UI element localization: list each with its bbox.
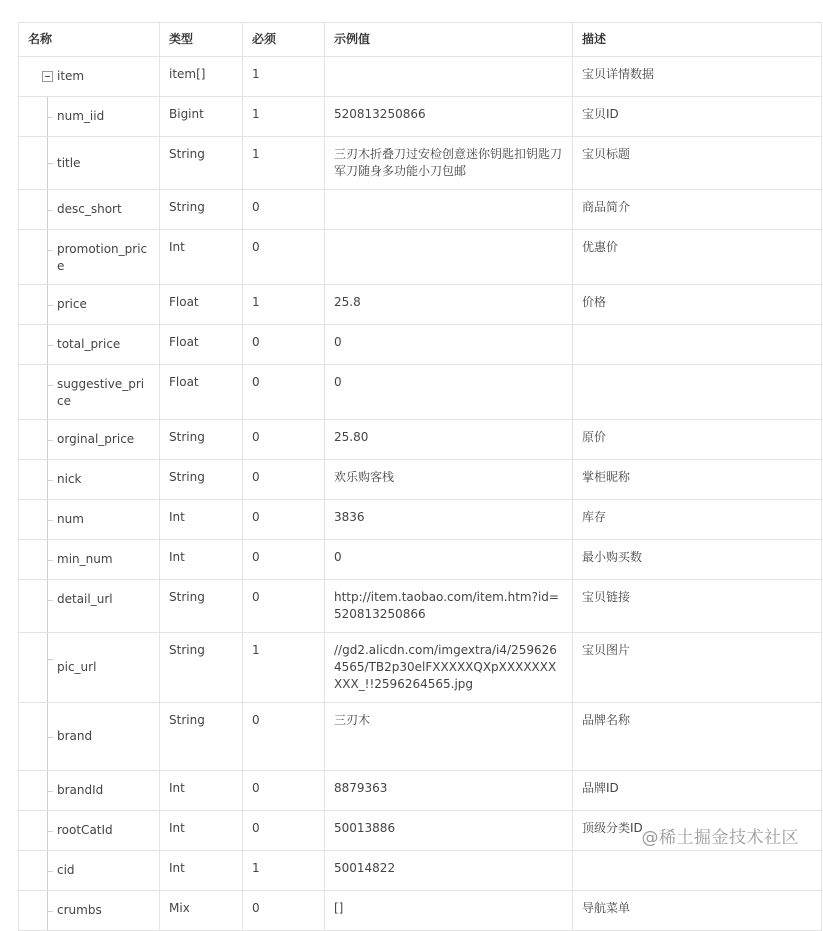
header-name: 名称 <box>19 23 160 57</box>
tree-branch <box>47 600 53 601</box>
field-description: 导航菜单 <box>573 891 822 931</box>
table-row <box>19 137 822 190</box>
field-required: 0 <box>243 771 325 811</box>
field-required: 1 <box>243 851 325 891</box>
field-required: 0 <box>243 325 325 365</box>
field-name-cell <box>19 230 160 285</box>
field-example: 三刃木折叠刀过安检创意迷你钥匙扣钥匙刀军刀随身多功能小刀包邮 <box>325 137 573 190</box>
field-description: 宝贝ID <box>573 97 822 137</box>
table-row <box>19 190 822 230</box>
field-required: 1 <box>243 285 325 325</box>
field-name-cell <box>19 97 160 137</box>
table-row <box>19 540 822 580</box>
tree-line <box>47 365 48 419</box>
field-example: 520813250866 <box>325 97 573 137</box>
root-name: item <box>57 69 85 83</box>
field-type: Int <box>160 811 243 851</box>
collapse-toggle-icon[interactable] <box>42 71 53 82</box>
field-required: 0 <box>243 420 325 460</box>
table-row <box>19 460 822 500</box>
field-type: String <box>160 460 243 500</box>
header-type: 类型 <box>160 23 243 57</box>
field-description <box>573 365 822 420</box>
tree-branch <box>47 737 53 738</box>
field-example: 0 <box>325 365 573 420</box>
field-required: 0 <box>243 891 325 931</box>
field-example: 3836 <box>325 500 573 540</box>
field-type: Float <box>160 285 243 325</box>
field-example: 25.80 <box>325 420 573 460</box>
tree-branch <box>47 385 53 386</box>
field-name: desc_short <box>57 202 122 216</box>
tree-branch <box>47 345 53 346</box>
field-name-cell <box>19 540 160 580</box>
table-row <box>19 851 822 891</box>
field-description: 掌柜昵称 <box>573 460 822 500</box>
field-name-cell <box>19 325 160 365</box>
field-type: String <box>160 137 243 190</box>
field-description: 品牌ID <box>573 771 822 811</box>
table-row <box>19 703 822 771</box>
tree-branch <box>47 520 53 521</box>
field-description: 最小购买数 <box>573 540 822 580</box>
table-row <box>19 97 822 137</box>
field-type: Int <box>160 230 243 285</box>
field-name-cell <box>19 190 160 230</box>
field-name: title <box>57 155 81 170</box>
field-type: Mix <box>160 891 243 931</box>
field-description <box>573 851 822 891</box>
root-type: item[] <box>160 57 243 97</box>
field-name: cid <box>57 863 75 877</box>
field-type: Int <box>160 771 243 811</box>
table-row <box>19 365 822 420</box>
tree-line <box>47 230 48 284</box>
field-name: min_num <box>57 552 113 566</box>
tree-branch <box>47 250 53 251</box>
watermark: @稀土掘金技术社区 <box>641 828 799 848</box>
table-row-root <box>19 57 822 97</box>
field-name: suggestive_price <box>57 377 145 408</box>
field-example: 25.8 <box>325 285 573 325</box>
table-row <box>19 891 822 931</box>
field-example: //gd2.alicdn.com/imgextra/i4/2596264565/TB2p30elFXXXXXQXpXXXXXXXXXX_!!2596264565.jpg <box>325 633 573 703</box>
field-example: [] <box>325 891 573 931</box>
field-description: 顶级分类ID <box>573 811 822 851</box>
table-row <box>19 230 822 285</box>
field-name: num_iid <box>57 109 105 123</box>
field-type: Bigint <box>160 97 243 137</box>
field-required: 0 <box>243 580 325 633</box>
tree-branch <box>47 659 53 660</box>
field-name-cell <box>19 500 160 540</box>
field-required: 0 <box>243 540 325 580</box>
field-example: 0 <box>325 325 573 365</box>
field-name: total_price <box>57 337 121 351</box>
tree-line <box>47 580 48 632</box>
table-row <box>19 580 822 633</box>
field-required: 0 <box>243 365 325 420</box>
field-required: 0 <box>243 703 325 771</box>
field-required: 1 <box>243 137 325 190</box>
field-description <box>573 325 822 365</box>
field-type: String <box>160 580 243 633</box>
field-name-cell <box>19 633 160 703</box>
field-required: 0 <box>243 811 325 851</box>
field-type: String <box>160 703 243 771</box>
field-name: pic_url <box>57 660 97 674</box>
field-type: String <box>160 633 243 703</box>
field-name: brand <box>57 729 93 743</box>
root-description: 宝贝详情数据 <box>573 57 822 97</box>
api-field-table <box>18 22 822 931</box>
field-description: 价格 <box>573 285 822 325</box>
field-example: 三刃木 <box>325 703 573 771</box>
field-name-cell <box>19 891 160 931</box>
field-type: String <box>160 420 243 460</box>
field-description: 优惠价 <box>573 230 822 285</box>
field-required: 0 <box>243 190 325 230</box>
field-required: 1 <box>243 97 325 137</box>
field-type: Int <box>160 851 243 891</box>
field-name-cell <box>19 137 160 190</box>
field-type: Int <box>160 540 243 580</box>
table-row <box>19 420 822 460</box>
field-name-cell <box>19 811 160 851</box>
field-example: 欢乐购客栈 <box>325 460 573 500</box>
field-name-cell <box>19 771 160 811</box>
field-name: rootCatId <box>57 823 113 837</box>
tree-branch <box>47 831 53 832</box>
root-example <box>325 57 573 97</box>
field-example <box>325 230 573 285</box>
header-required: 必须 <box>243 23 325 57</box>
field-required: 0 <box>243 460 325 500</box>
field-name: crumbs <box>57 903 102 917</box>
field-name-cell <box>19 580 160 633</box>
table-header-row <box>19 23 822 57</box>
field-name: price <box>57 297 87 311</box>
tree-branch <box>47 791 53 792</box>
table-row <box>19 771 822 811</box>
api-field-table-container <box>18 22 821 931</box>
field-required: 0 <box>243 230 325 285</box>
field-example: 8879363 <box>325 771 573 811</box>
field-name-cell <box>19 285 160 325</box>
tree-branch <box>47 480 53 481</box>
table-row <box>19 285 822 325</box>
field-name: detail_url <box>57 592 113 606</box>
field-name-cell <box>19 365 160 420</box>
field-example <box>325 190 573 230</box>
field-example: http://item.taobao.com/item.htm?id=520813250866 <box>325 580 573 633</box>
field-description: 宝贝标题 <box>573 137 822 190</box>
field-name: num <box>57 512 84 526</box>
field-example: 50013886 <box>325 811 573 851</box>
table-row <box>19 633 822 703</box>
tree-branch <box>47 210 53 211</box>
tree-line <box>47 633 48 702</box>
field-type: String <box>160 190 243 230</box>
field-type: Float <box>160 325 243 365</box>
field-description: 库存 <box>573 500 822 540</box>
field-name: nick <box>57 472 82 486</box>
table-row <box>19 500 822 540</box>
tree-branch <box>47 163 53 164</box>
field-description: 商品简介 <box>573 190 822 230</box>
tree-branch <box>47 117 53 118</box>
field-description: 原价 <box>573 420 822 460</box>
header-description: 描述 <box>573 23 822 57</box>
tree-branch <box>47 911 53 912</box>
field-example: 0 <box>325 540 573 580</box>
field-name: promotion_price <box>57 242 148 273</box>
field-description: 宝贝链接 <box>573 580 822 633</box>
tree-branch <box>47 560 53 561</box>
header-example: 示例值 <box>325 23 573 57</box>
tree-branch <box>47 305 53 306</box>
field-name-cell <box>19 420 160 460</box>
field-name-cell <box>19 851 160 891</box>
tree-branch <box>47 871 53 872</box>
field-example: 50014822 <box>325 851 573 891</box>
field-required: 0 <box>243 500 325 540</box>
field-required: 1 <box>243 633 325 703</box>
field-name-cell <box>19 460 160 500</box>
field-name-cell <box>19 703 160 771</box>
root-required: 1 <box>243 57 325 97</box>
field-description: 品牌名称 <box>573 703 822 771</box>
field-name: orginal_price <box>57 432 135 446</box>
table-row <box>19 325 822 365</box>
field-description: 宝贝图片 <box>573 633 822 703</box>
field-name: brandId <box>57 783 104 797</box>
root-name-cell <box>19 57 160 97</box>
tree-branch <box>47 440 53 441</box>
field-type: Float <box>160 365 243 420</box>
field-type: Int <box>160 500 243 540</box>
